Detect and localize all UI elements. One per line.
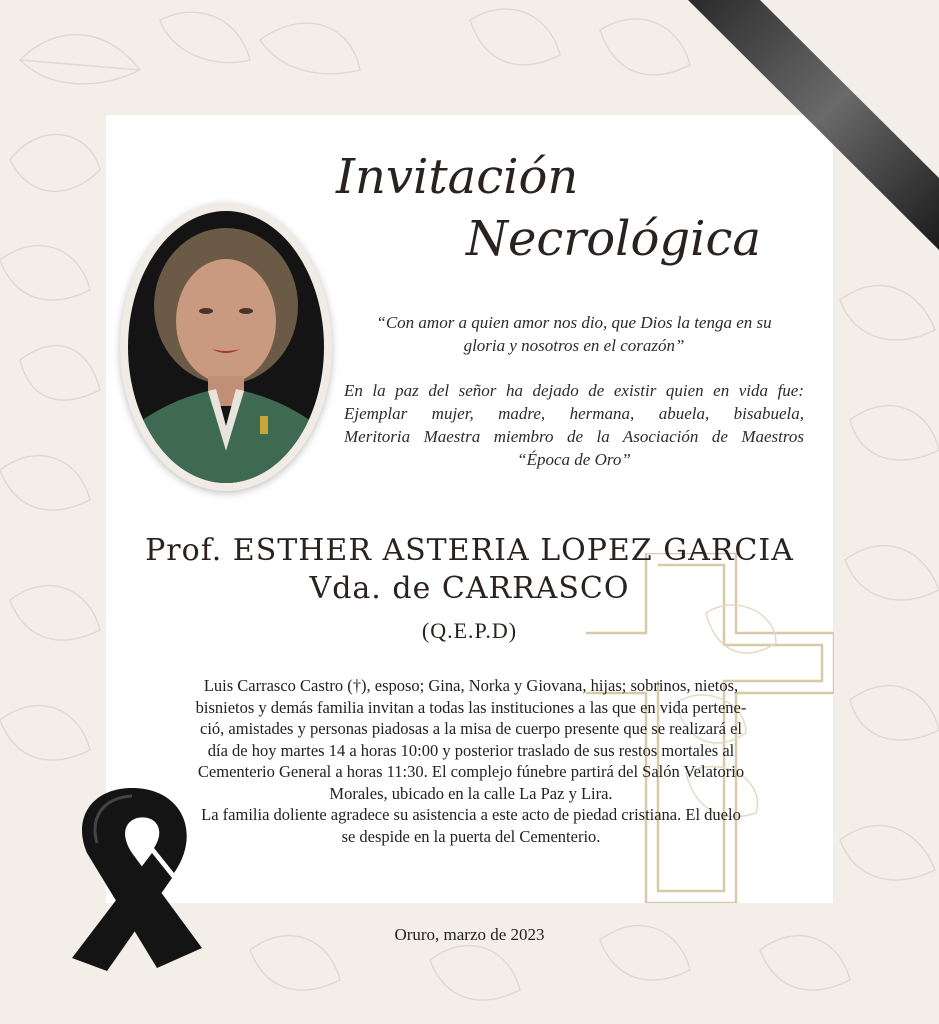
body-line: Cementerio General a horas 11:30. El complejo fúnebre partirá del Salón Velatorio (197, 762, 745, 781)
body-line: se despide en la puerta del Cementerio. (341, 826, 601, 846)
tribute-line: Meritoria Maestra miembro de la Asociación de Maestros (344, 427, 804, 446)
quote-line: gloria y nosotros en el corazón” (463, 336, 685, 355)
mourning-sash-icon (0, 0, 939, 260)
deceased-name: Prof. ESTHER ASTERIA LOPEZ GARCIA (145, 533, 794, 568)
body-line: ció, amistades y personas piadosas a la misa de cuerpo presente que se realizará el (200, 719, 742, 738)
tribute-line: “Época de Oro” (517, 450, 631, 469)
tribute-line: Ejemplar mujer, madre, hermana, abuela, bisabuela, (344, 404, 804, 423)
qepd-label: (Q.E.P.D) (421, 618, 518, 643)
announcement-body (162, 675, 780, 847)
quote (344, 311, 804, 357)
body-line: La familia doliente agradece su asistencia a este acto de piedad cristiana. El duelo (201, 805, 741, 824)
body-line: Luis Carrasco Castro (†), esposo; Gina, Norka y Giovana, hijas; sobrinos, nietos, (203, 676, 739, 695)
deceased-name-widow: Vda. de CARRASCO (309, 571, 630, 606)
body-line: Morales, ubicado en la calle La Paz y Lira. (329, 783, 613, 803)
title-invitacion: Invitación (336, 149, 579, 205)
title-necrologica: Necrológica (466, 211, 761, 267)
quote-line: “Con amor a quien amor nos dio, que Dios la tenga en su (376, 313, 772, 332)
tribute-line: En la paz del señor ha dejado de existir quien en vida fue: (344, 381, 804, 400)
tribute (344, 379, 804, 471)
body-line: día de hoy martes 14 a horas 10:00 y posterior traslado de sus restos mortales al (207, 740, 735, 760)
footer-place-date: Oruro, marzo de 2023 (394, 925, 545, 944)
body-line: bisnietos y demás familia invitan a todas las instituciones a las que en vida pertene- (195, 697, 747, 717)
